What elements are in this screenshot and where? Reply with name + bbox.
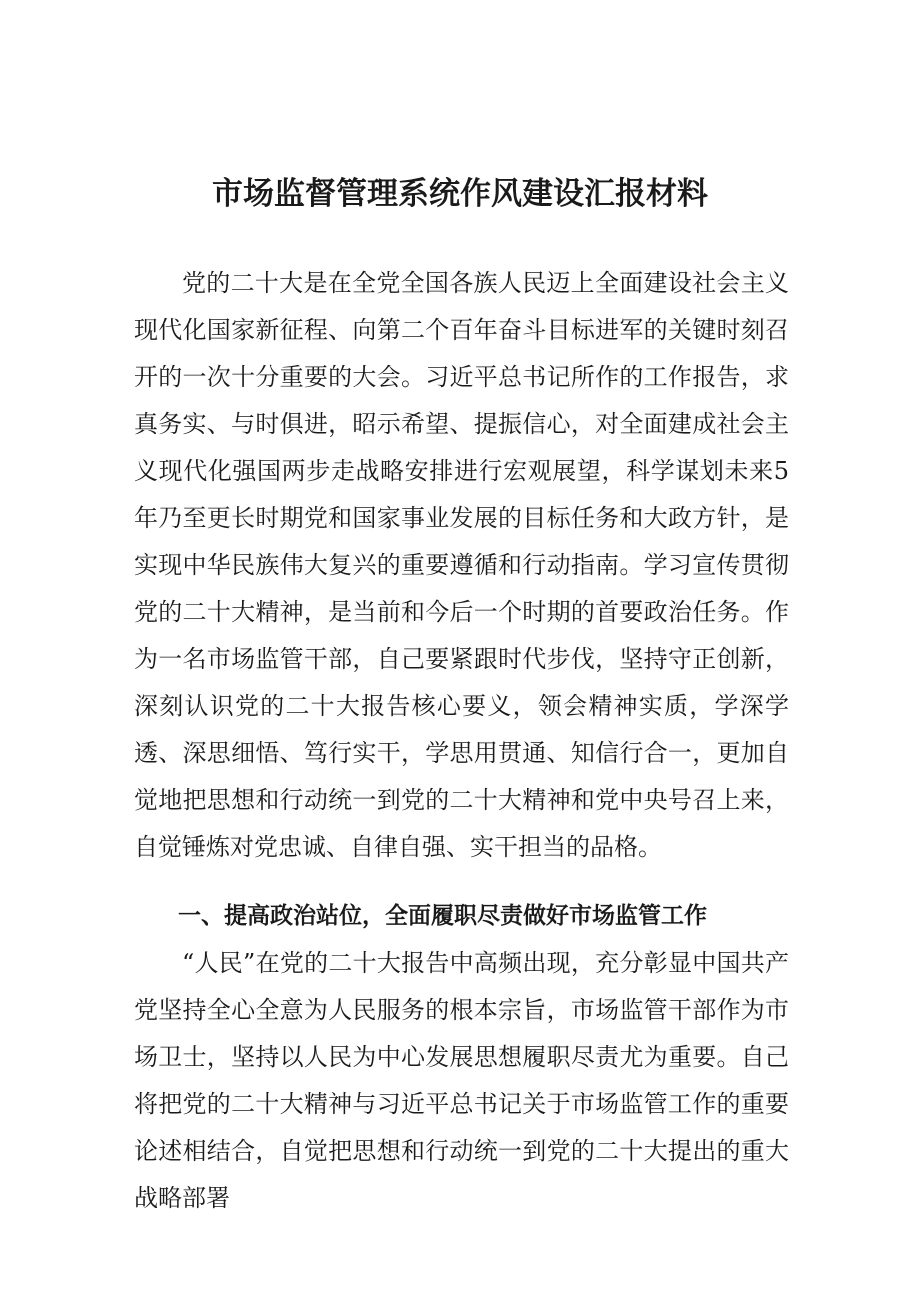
section-1-paragraph: “人民”在党的二十大报告中高频出现，充分彰显中国共产党坚持全心全意为人民服务的根本宗旨，市场监管干部作为市场卫士，坚持以人民为中心发展思想履职尽责尤为重要。自己将把党的二十大精神与习近平总书记关于市场监管工作的重要论述相结合，自觉把思想和行动统一到党的二十大提出的重大战略部署 (134, 949, 789, 1212)
document-title: 市场监督管理系统作风建设汇报材料 (212, 176, 708, 212)
intro-paragraph: 党的二十大是在全党全国各族人民迈上全面建设社会主义现代化国家新征程、向第二个百年奋斗目标进军的关键时刻召开的一次十分重要的大会。习近平总书记所作的工作报告，求真务实、与时俱进，昭示希望、提振信心，对全面建成社会主义现代化强国两步走战略安排进行宏观展望，科学谋划未来5年乃至更长时期党和国家事业发展的目标任务和大政方针，是实现中华民族伟大复兴的重要遵循和行动指南。学习宣传贯彻党的二十大精神，是当前和今后一个时期的首要政治任务。作为一名市场监管干部，自己要紧跟时代步伐，坚持守正创新，深刻认识党的二十大报告核心要义，领会精神实质，学深学透、深思细悟、笃行实干，学思用贯通、知信行合一，更加自觉地把思想和行动统一到党的二十大精神和党中央号召上来，自觉锤炼对党忠诚、自律自强、实干担当的品格。 (134, 269, 789, 861)
section-heading-1: 一、提高政治站位，全面履职尽责做好市场监管工作 (178, 903, 707, 929)
